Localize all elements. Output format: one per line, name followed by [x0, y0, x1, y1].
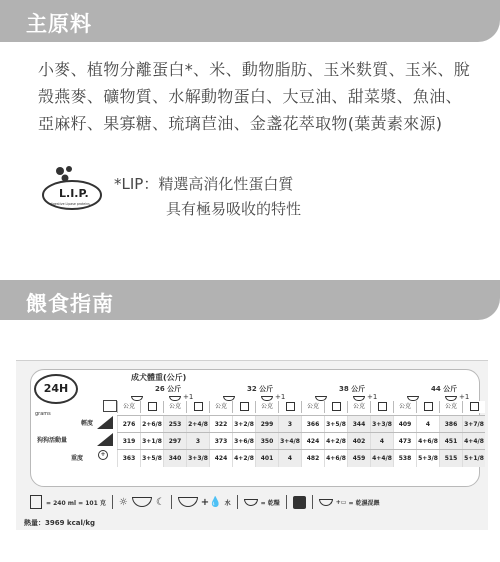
table-cell: 276 — [117, 416, 140, 433]
unit-cup-icon — [324, 401, 347, 413]
lip-logo — [40, 165, 104, 217]
moon-icon: ☾ — [155, 496, 165, 508]
weight-label: 26 公斤 — [155, 385, 182, 393]
table-cell: 538 — [393, 450, 416, 467]
table-cell: 3 — [186, 433, 209, 450]
plus-one-label: +1 — [459, 393, 470, 401]
weight-label: 32 公斤 — [247, 385, 274, 393]
table-cell: 4 — [416, 416, 439, 433]
divider — [312, 495, 313, 509]
table-cell: 402 — [347, 433, 370, 450]
unit-grams: 公克 — [347, 401, 370, 413]
table-cell: 3+3/8 — [186, 450, 209, 467]
plus-one-label: +1 — [367, 393, 378, 401]
unit-grams: 公克 — [393, 401, 416, 413]
or-badge: 或 — [293, 496, 306, 509]
ingredients-title: 主原料 — [26, 12, 92, 36]
feeding-table — [30, 369, 484, 487]
feeding-section-header — [0, 280, 500, 320]
table-cell: 2+6/8 — [140, 416, 163, 433]
table-cell: 473 — [393, 433, 416, 450]
divider — [171, 495, 172, 509]
svg-text:L.I.P.: L.I.P. — [59, 187, 89, 200]
cup-icon — [103, 400, 117, 412]
table-cell: 253 — [163, 416, 186, 433]
table-cell: 409 — [393, 416, 416, 433]
activity-level-heavy: 重度 — [71, 455, 84, 462]
table-cell: 3+6/8 — [232, 433, 255, 450]
water-label: 水 — [224, 499, 231, 507]
table-cell: 340 — [163, 450, 186, 467]
can-icon: +▭ — [335, 498, 347, 506]
table-row — [117, 415, 485, 432]
lip-note-line1: *LIP：精選高消化性蛋白質 — [114, 175, 294, 193]
table-cell: 3+7/8 — [462, 416, 485, 433]
divider — [237, 495, 238, 509]
water-drop-icon: +💧 — [200, 496, 222, 508]
activity-level-light: 輕度 — [81, 420, 94, 427]
unit-cup-icon — [416, 401, 439, 413]
unit-grams: 公克 — [163, 401, 186, 413]
table-cell: 5+3/8 — [416, 450, 439, 467]
table-cell: 5+1/8 — [462, 450, 485, 467]
unit-cup-icon — [186, 401, 209, 413]
weight-label: 44 公斤 — [431, 385, 458, 393]
table-cell: 4 — [370, 433, 393, 450]
cup-icon — [30, 495, 42, 509]
plus-one-label: +1 — [275, 393, 286, 401]
table-cell: 515 — [439, 450, 462, 467]
table-cell: 4+6/8 — [416, 433, 439, 450]
table-cell: 3+5/8 — [324, 416, 347, 433]
table-cell: 4+6/8 — [324, 450, 347, 467]
legend-row — [30, 493, 480, 511]
feeding-title: 餵食指南 — [26, 292, 114, 316]
table-cell: 424 — [209, 450, 232, 467]
lip-note — [114, 172, 301, 222]
mix-label: = 乾濕混餵 — [348, 499, 380, 507]
unit-grams: 公克 — [255, 401, 278, 413]
unit-header-row — [117, 401, 485, 413]
calories-label: 熱量：3969 kcal/kg — [24, 519, 96, 527]
table-cell: 4+4/8 — [462, 433, 485, 450]
24h-badge: 24H — [34, 374, 78, 404]
dry-label: = 乾糧 — [260, 499, 280, 507]
unit-cup-icon — [278, 401, 301, 413]
adult-weight-title: 成犬體重(公斤) — [131, 373, 187, 382]
table-cell: 451 — [439, 433, 462, 450]
table-cell: 350 — [255, 433, 278, 450]
triangle-icon — [97, 433, 113, 446]
table-cell: 297 — [163, 433, 186, 450]
table-cell: 3+4/8 — [278, 433, 301, 450]
table-cell: 319 — [117, 433, 140, 450]
weight-label: 38 公斤 — [339, 385, 366, 393]
divider — [286, 495, 287, 509]
table-cell: 424 — [301, 433, 324, 450]
divider — [112, 495, 113, 509]
unit-grams: 公克 — [439, 401, 462, 413]
ingredients-section-header — [0, 0, 500, 42]
table-cell: 366 — [301, 416, 324, 433]
table-row — [117, 449, 485, 466]
sun-icon: ☼ — [118, 496, 128, 508]
ingredients-text: 小麥、植物分離蛋白*、米、動物脂肪、玉米麩質、玉米、脫殼燕麥、礦物質、水解動物蛋白、大豆油、甜菜漿、魚油、亞麻籽、果寡糖、琉璃苣油、金盞花萃取物(葉黃素來源) — [38, 60, 471, 133]
triangle-icon — [97, 416, 113, 429]
table-cell: 4+2/8 — [324, 433, 347, 450]
unit-grams: 公克 — [301, 401, 324, 413]
bowl-icon — [132, 497, 152, 507]
table-cell: 363 — [117, 450, 140, 467]
table-cell: 386 — [439, 416, 462, 433]
lip-note-line2: 具有極易吸收的特性 — [166, 200, 302, 218]
table-cell: 3 — [278, 416, 301, 433]
bowl-icon — [178, 497, 198, 507]
table-cell: 3+5/8 — [140, 450, 163, 467]
table-cell: 3+2/8 — [232, 416, 255, 433]
table-cell: 459 — [347, 450, 370, 467]
table-cell: 3+1/8 — [140, 433, 163, 450]
table-cell: 322 — [209, 416, 232, 433]
table-cell: 2+4/8 — [186, 416, 209, 433]
cup-note: = 240 ml = 101 克 — [46, 499, 106, 507]
unit-cup-icon — [140, 401, 163, 413]
unit-cup-icon — [462, 401, 485, 413]
unit-cup-icon — [370, 401, 393, 413]
unit-cup-icon — [232, 401, 255, 413]
svg-text:digestive Lipase proteins: digestive Lipase proteins — [50, 202, 90, 206]
bowl-icon — [319, 499, 333, 506]
table-cell: 299 — [255, 416, 278, 433]
table-row — [117, 432, 485, 449]
grams-label: grams — [35, 411, 51, 417]
table-cell: 401 — [255, 450, 278, 467]
unit-grams: 公克 — [209, 401, 232, 413]
table-cell: 4+2/8 — [232, 450, 255, 467]
table-cell: 3+3/8 — [370, 416, 393, 433]
table-cell: 4 — [278, 450, 301, 467]
plus-circle-icon: + — [98, 450, 108, 460]
table-cell: 344 — [347, 416, 370, 433]
bowl-icon — [244, 499, 258, 506]
unit-grams: 公克 — [117, 401, 140, 413]
feeding-table-image — [16, 360, 488, 530]
table-cell: 482 — [301, 450, 324, 467]
plus-one-label: +1 — [183, 393, 194, 401]
table-cell: 373 — [209, 433, 232, 450]
activity-title: 狗狗活動量 — [37, 437, 68, 444]
table-cell: 4+4/8 — [370, 450, 393, 467]
